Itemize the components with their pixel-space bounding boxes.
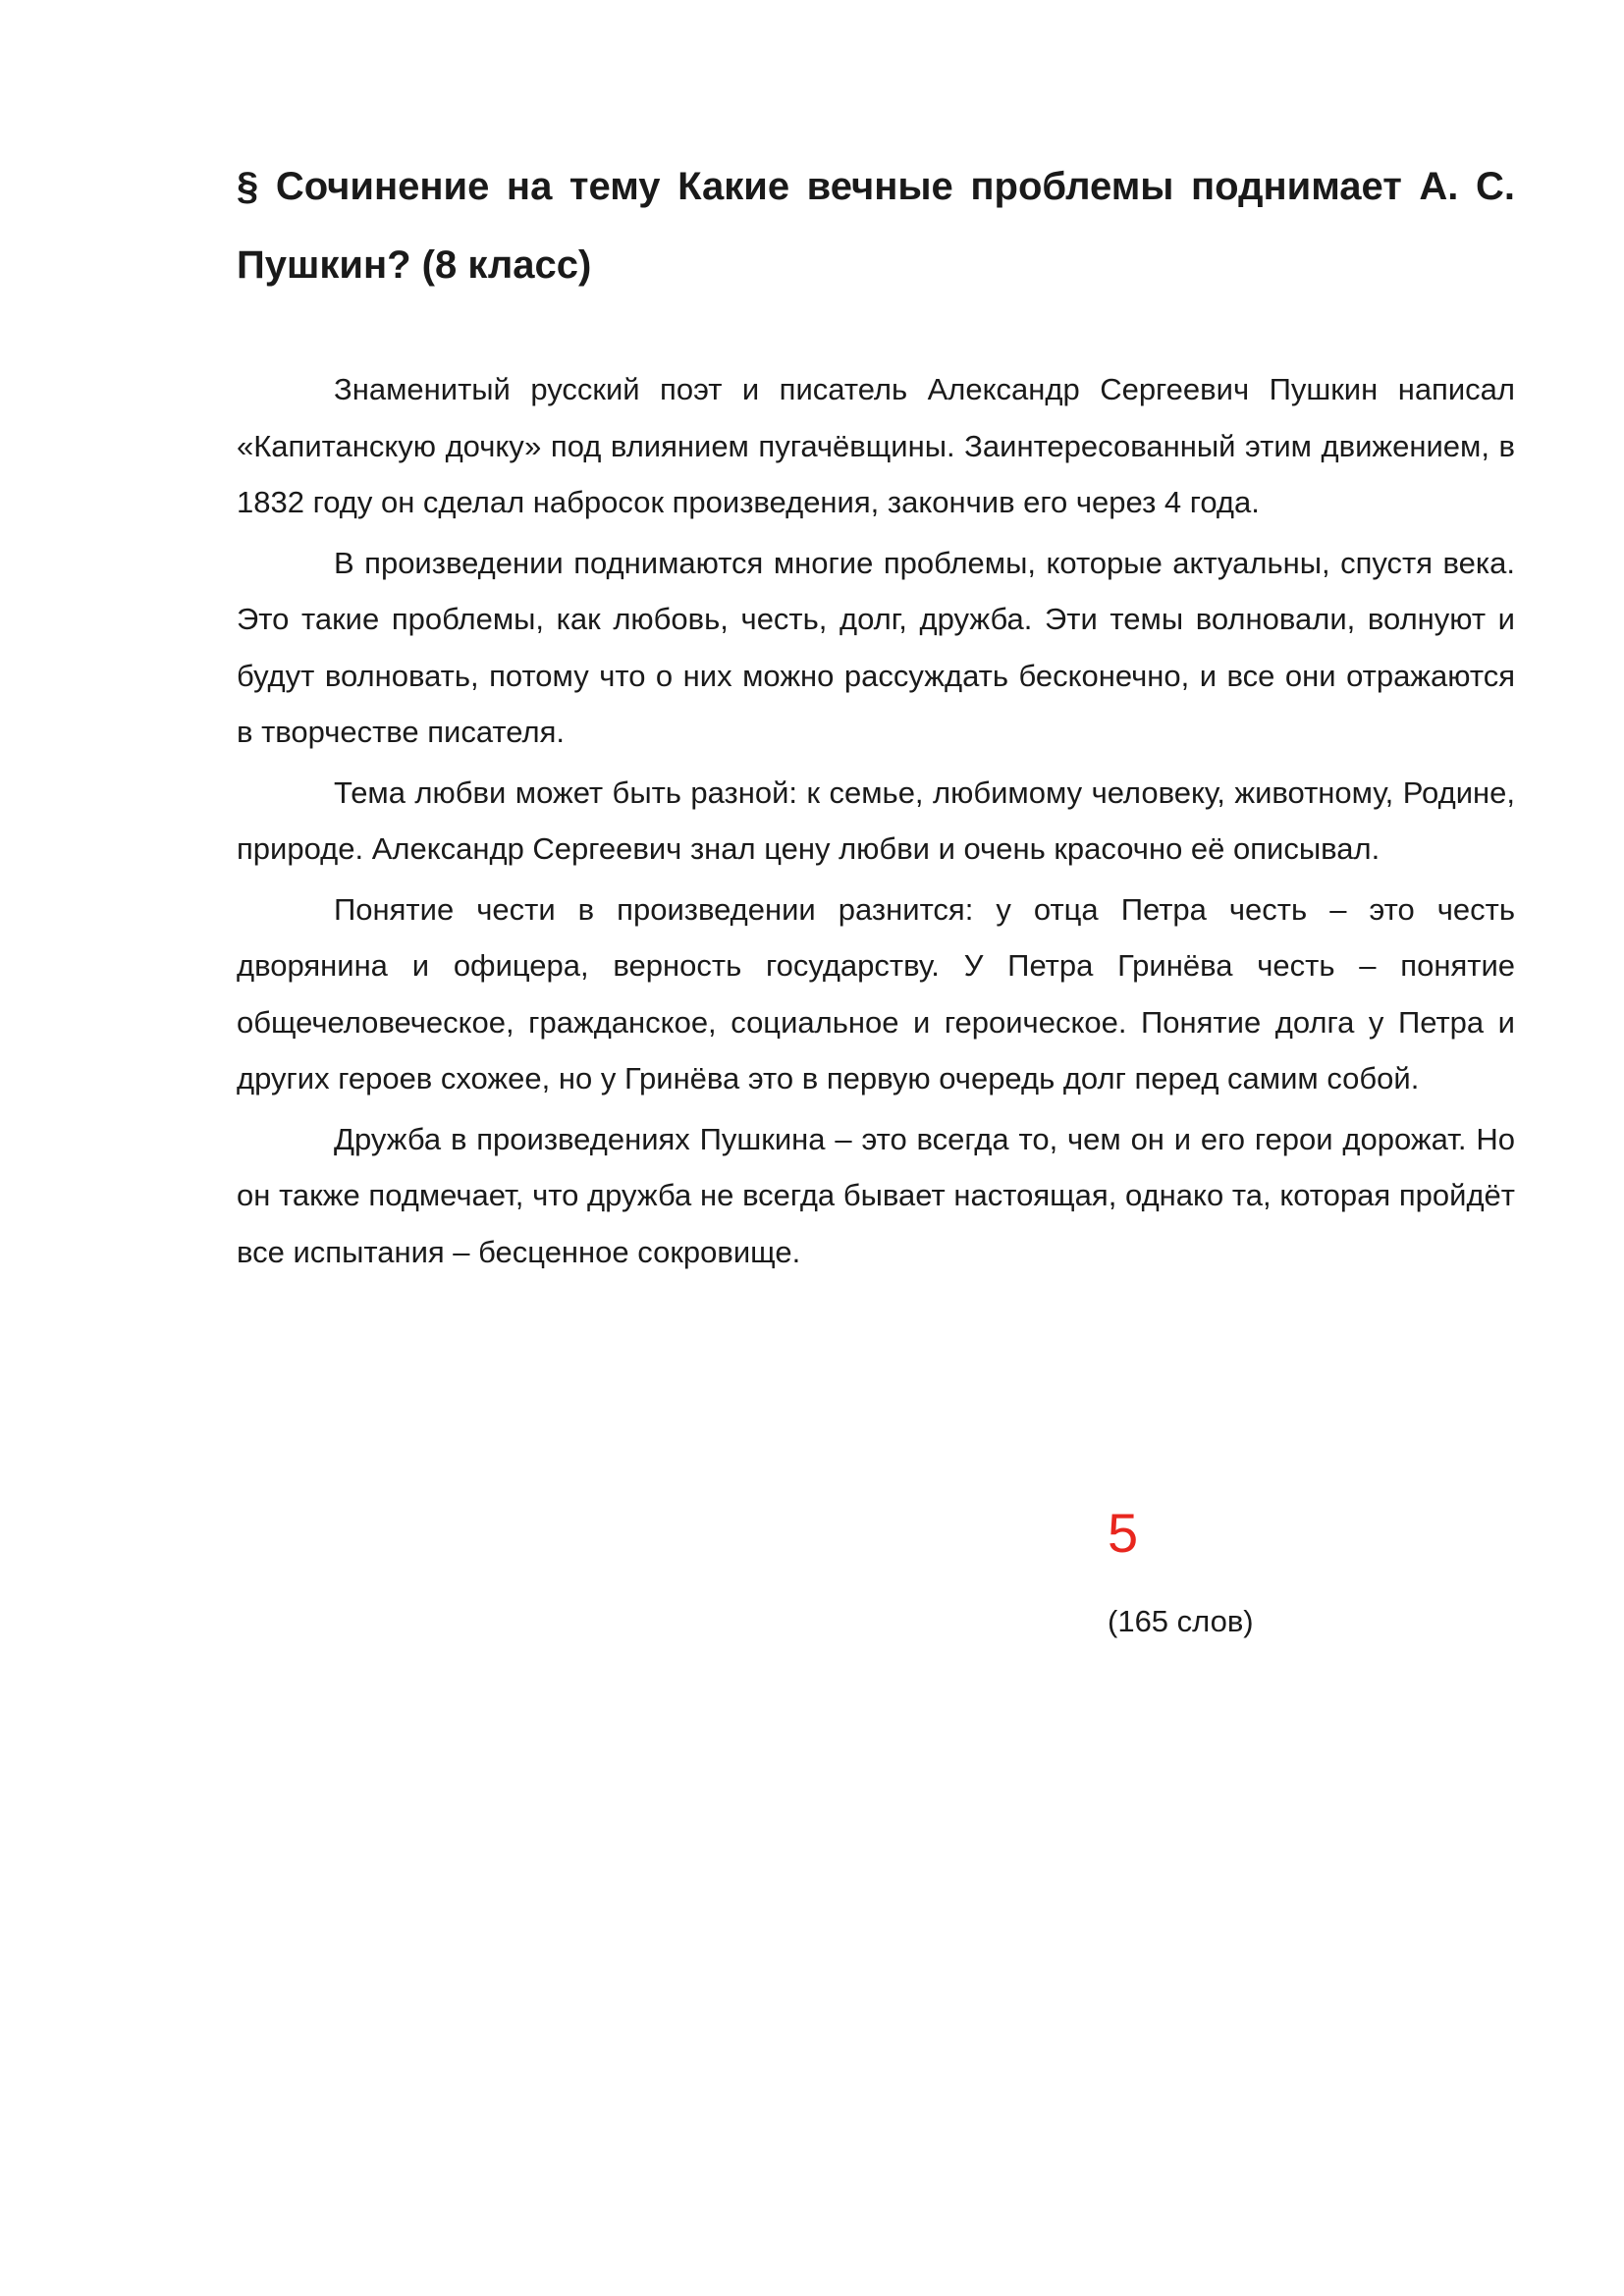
paragraph-3: Тема любви может быть разной: к семье, любимому человеку, животному, Родине, природе. Александр Сергеевич знал цену любви и очень красочно её описывал. [237,774,1515,866]
grade-mark: 5 [1108,1502,1139,1564]
word-count: (165 слов) [1108,1604,1254,1638]
document-page [237,147,1515,1284]
paragraph-1: Знаменитый русский поэт и писатель Александр Сергеевич Пушкин написал «Капитанскую дочку» под влиянием пугачёвщины. Заинтересованный этим движением, в 1832 году он сделал набросок произведения, закончив его через 4 года. [237,372,1515,519]
document-title: § Сочинение на тему Какие вечные проблемы поднимает А. С. Пушкин? (8 класс) [237,165,1515,287]
paragraph-4: Понятие чести в произведении разнится: у отца Петра честь – это честь дворянина и офицера, верность государству. У Петра Гринёва честь – понятие общечеловеческое, гражданское, социальное и героическое. Понятие долга у Петра и других героев схожее, но у Гринёва это в первую очередь долг перед самим собой. [237,891,1515,1095]
paragraph-2: В произведении поднимаются многие проблемы, которые актуальны, спустя века. Это такие проблемы, как любовь, честь, долг, дружба. Эти темы волновали, волнуют и будут волновать, потому что о них можно рассуждать бесконечно, и все они отражаются в творчестве писателя. [237,545,1515,749]
paragraph-5: Дружба в произведениях Пушкина – это всегда то, чем он и его герои дорожат. Но он также подмечает, что дружба не всегда бывает настоящая, однако та, которая пройдёт все испытания – бесценное сокровище. [237,1121,1515,1269]
essay-body [237,361,1515,1280]
